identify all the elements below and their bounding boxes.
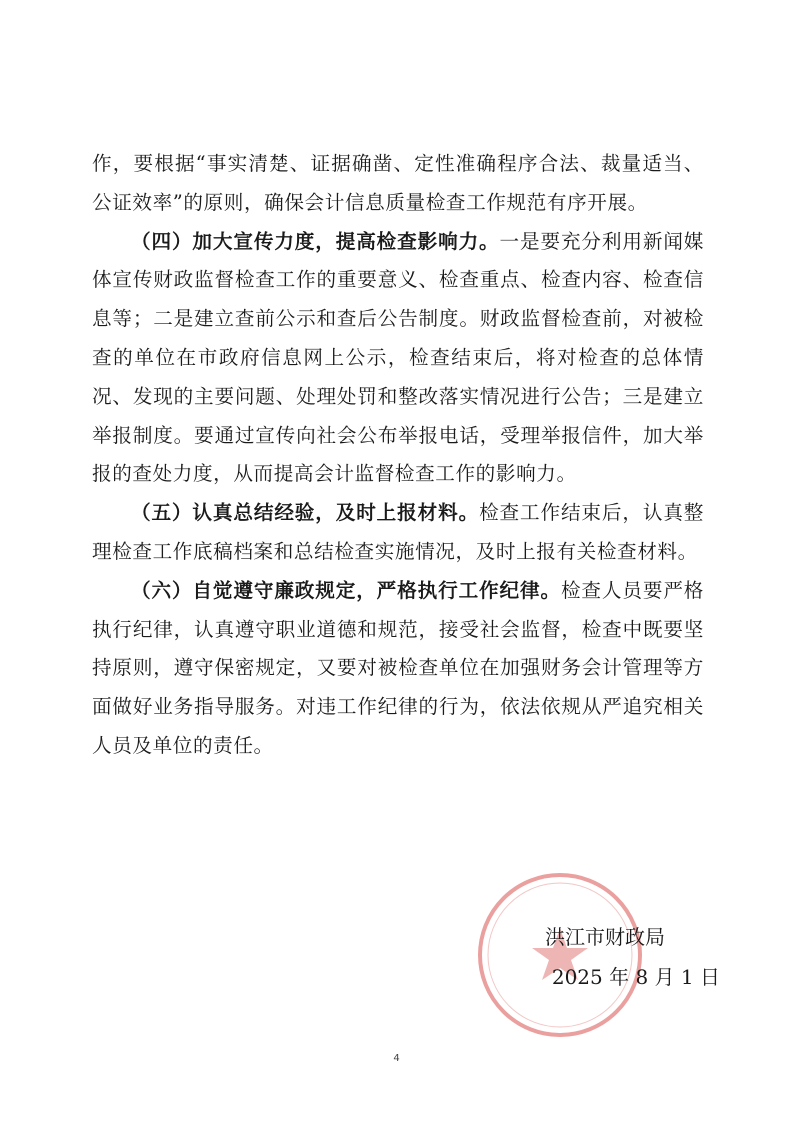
section-six-body: 检查人员要严格执行纪律，认真遵守职业道德和规范，接受社会监督，检查中既要坚持原则，遵守保密规定，又要对被检查单位在加强财务会计管理等方面做好业务指导服务。对违工作纪律的行为，依法依规从严追究相关人员及单位的责任。 bbox=[92, 578, 704, 757]
section-six bbox=[92, 572, 704, 766]
section-four-body: 一是要充分利用新闻媒体宣传财政监督检查工作的重要意义、检查重点、检查内容、检查信息等；二是建立查前公示和查后公告制度。财政监督检查前，对被检查的单位在市政府信息网上公示，检查结束后，将对检查的总体情况、发现的主要问题、处理处罚和整改落实情况进行公告；三是建立举报制度。要通过宣传向社会公布举报电话，受理举报信件，加大举报的查处力度，从而提高会计监督检查工作的影响力。 bbox=[92, 229, 704, 486]
signing-date: 2025 年 8 月 1 日 bbox=[551, 965, 720, 989]
page-number: 4 bbox=[393, 1053, 400, 1064]
intro-paragraph: 作，要根据“事实清楚、证据确凿、定性准确程序合法、裁量适当、公证效率”的原则，确保会计信息质量检查工作规范有序开展。 bbox=[92, 152, 704, 214]
document-body bbox=[92, 145, 704, 766]
signature-block bbox=[460, 917, 720, 997]
section-four-heading: （四）加大宣传力度，提高检查影响力。 bbox=[131, 229, 500, 253]
signing-organization: 洪江市财政局 bbox=[545, 925, 665, 949]
section-five bbox=[92, 494, 704, 572]
section-six-heading: （六）自觉遵守廉政规定，严格执行工作纪律。 bbox=[131, 578, 561, 602]
section-five-body: 检查工作结束后，认真整理检查工作底稿档案和总结检查实施情况，及时上报有关检查材料。 bbox=[92, 501, 704, 563]
section-five-heading: （五）认真总结经验，及时上报材料。 bbox=[131, 501, 480, 525]
section-four bbox=[92, 223, 704, 495]
